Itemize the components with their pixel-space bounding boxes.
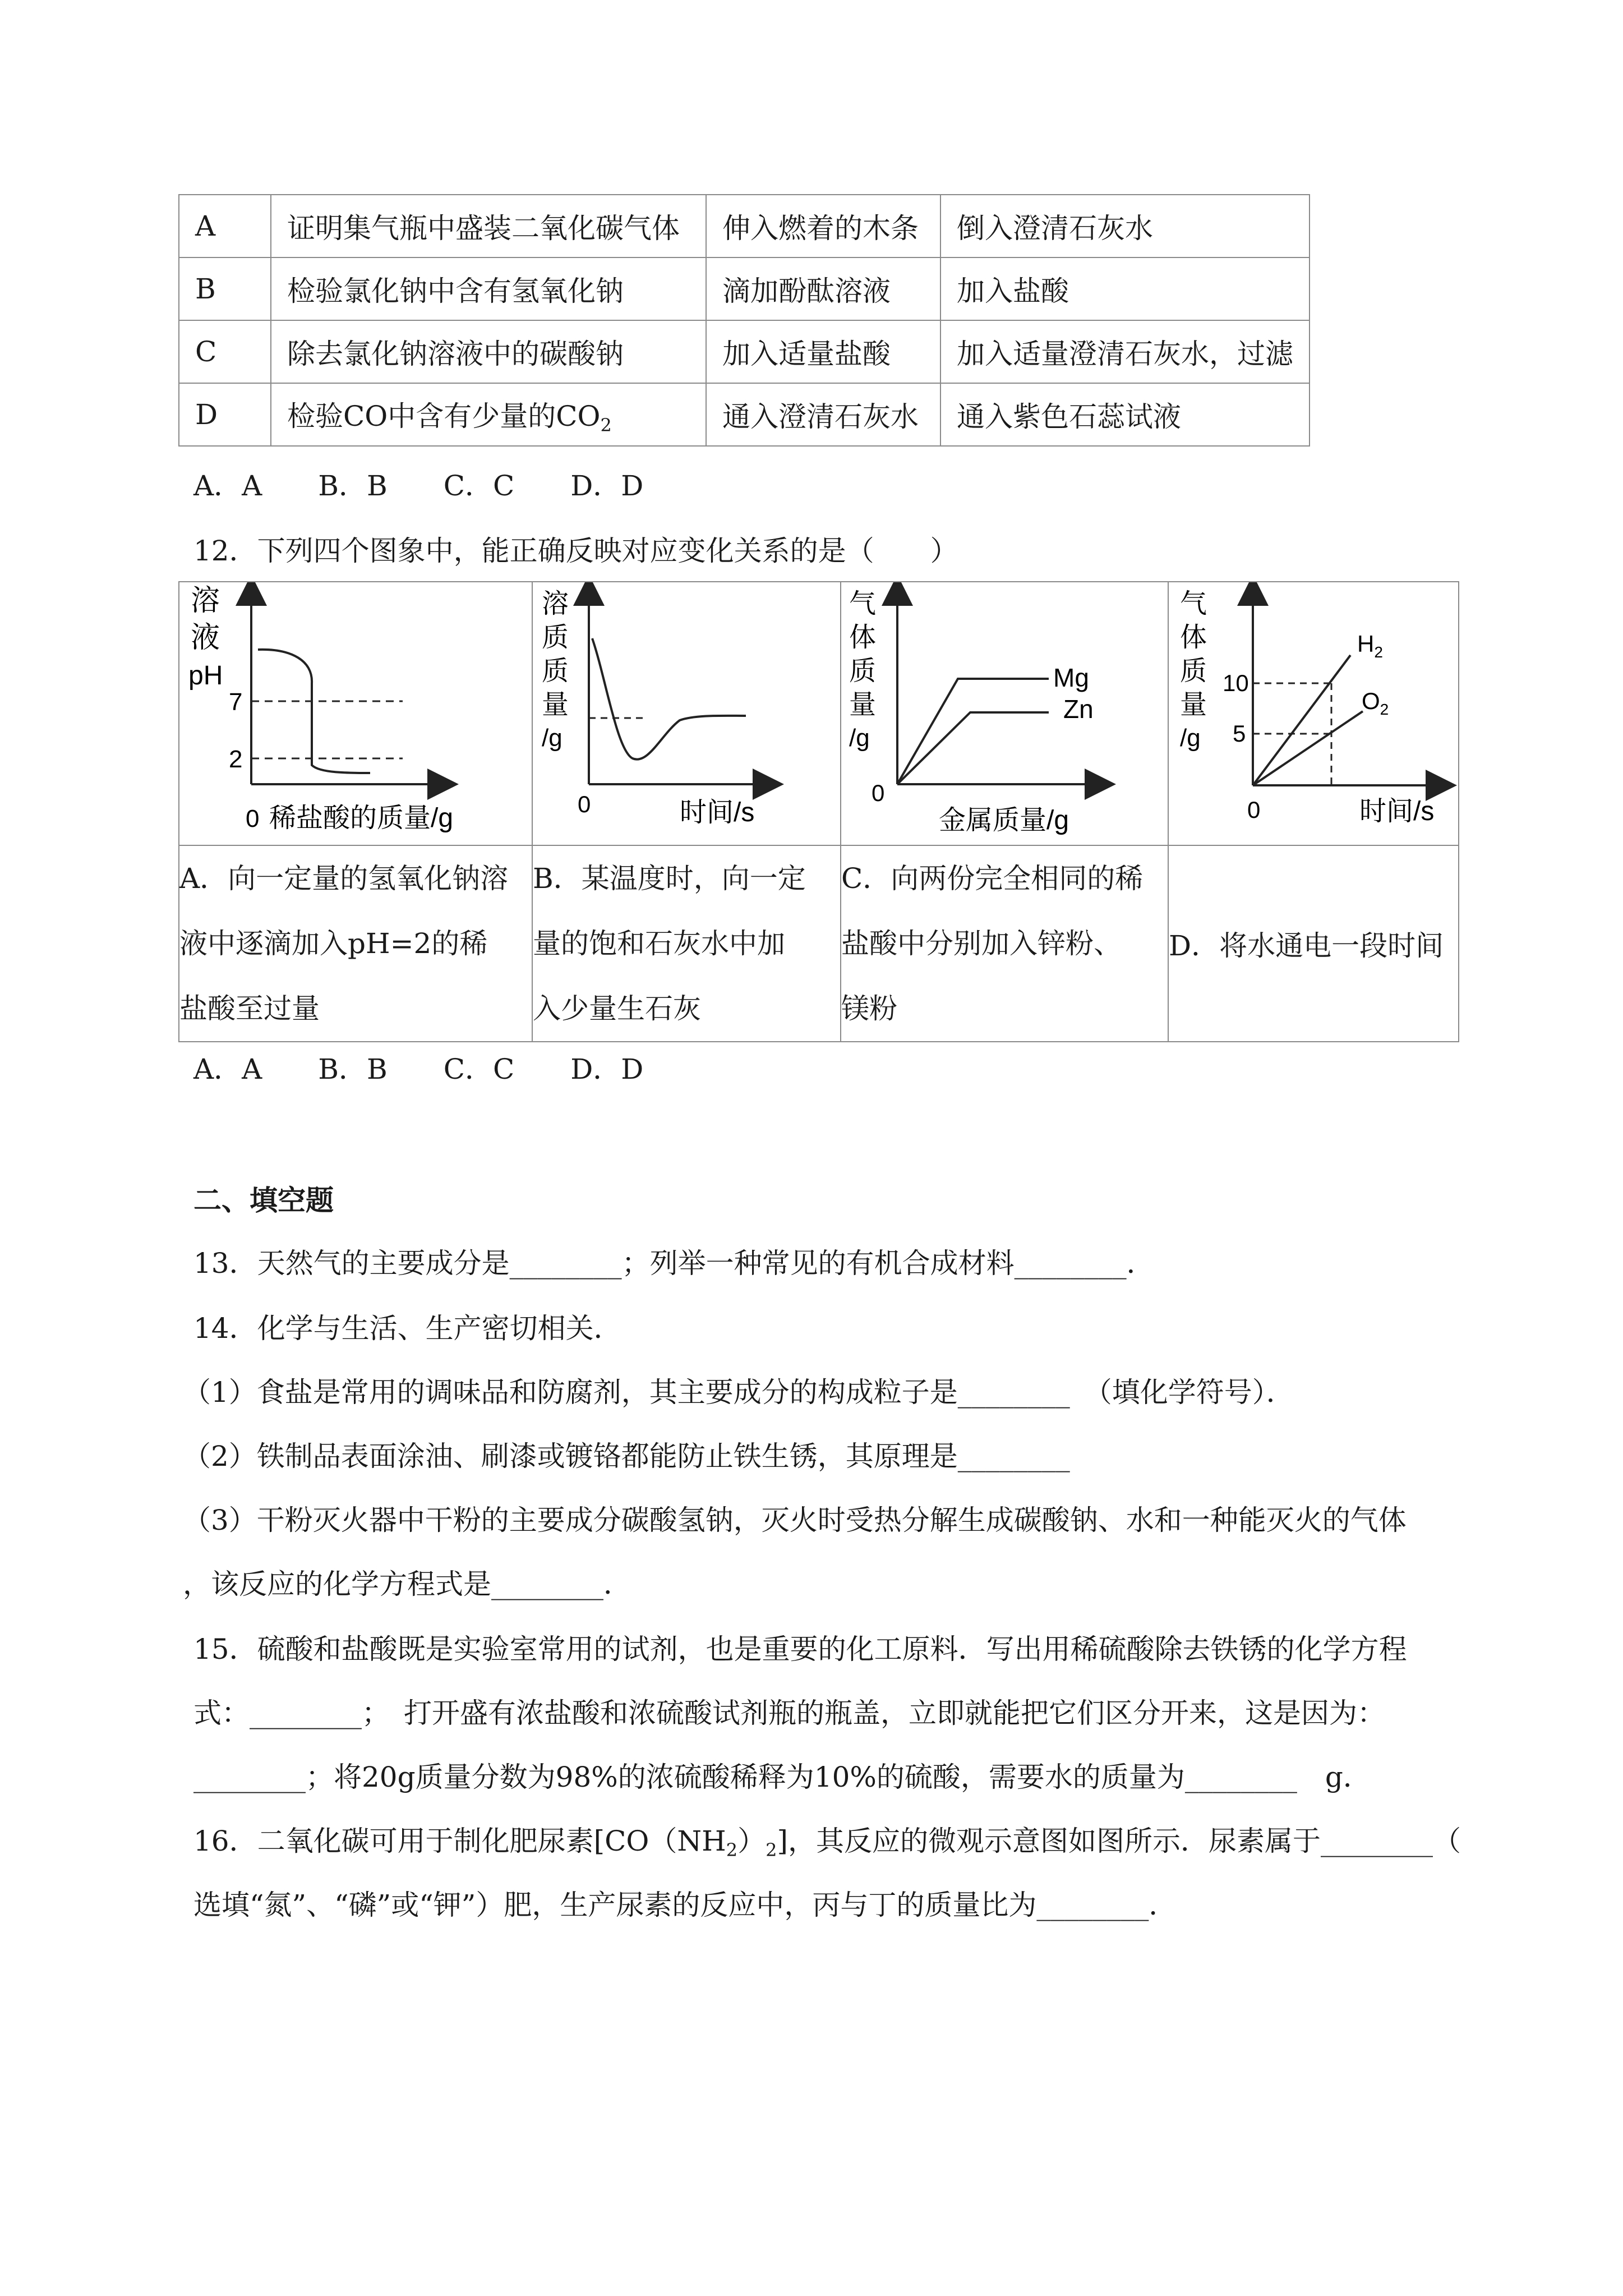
q13: 13．天然气的主要成分是________；列举一种常见的有机合成材料________． xyxy=(193,1247,1155,1280)
y-label-5: /g xyxy=(1180,724,1201,752)
q14-part3a: （3）干粉灭火器中干粉的主要成分碳酸氢钠，灭火时受热分解生成碳酸钠、水和一种能灭火的气体 xyxy=(183,1504,1407,1536)
tick-7: 7 xyxy=(229,688,243,716)
q12-stem: 12．下列四个图象中，能正确反映对应变化关系的是（ ） xyxy=(193,535,958,567)
q16-line2: 选填“氮”、“磷”或“钾”）肥，生产尿素的反应中，丙与丁的质量比为________． xyxy=(193,1889,1177,1921)
row-method1: 加入适量盐酸 xyxy=(706,320,940,383)
x-label: 时间/s xyxy=(680,798,755,827)
tick-10: 10 xyxy=(1223,670,1249,696)
purpose-text: 检验CO中含有少量的CO xyxy=(287,399,601,432)
row-purpose: 除去氯化钠溶液中的碳酸钠 xyxy=(271,320,706,383)
y-label-2: 液 xyxy=(191,622,220,654)
q15-line1: 15．硫酸和盐酸既是实验室常用的试剂，也是重要的化工原料．写出用稀硫酸除去铁锈的化学方程 xyxy=(193,1633,1407,1665)
q14-part1: （1）食盐是常用的调味品和防腐剂，其主要成分的构成粒子是________ （填化学符号）． xyxy=(183,1376,1294,1409)
q15-line2: 式：________； 打开盛有浓盐酸和浓硫酸试剂瓶的瓶盖，立即就能把它们区分开来，这是因为： xyxy=(193,1697,1385,1729)
x-label: 金属质量/g xyxy=(939,806,1069,835)
q12-options: A．A B．B C．C D．D xyxy=(193,1053,644,1085)
table-row xyxy=(179,195,1310,257)
y-label-2: 质 xyxy=(542,623,569,652)
y-label-1: 溶 xyxy=(542,589,569,619)
y-label-1: 气 xyxy=(849,589,877,619)
graph-a xyxy=(179,582,532,838)
row-method2: 加入盐酸 xyxy=(940,257,1310,320)
table-row xyxy=(179,257,1310,320)
caption-row xyxy=(179,845,1459,1042)
o2-label: $O_2$ xyxy=(1362,688,1389,718)
y-label-5: /g xyxy=(849,724,870,752)
row-purpose: 检验氯化钠中含有氢氧化钠 xyxy=(271,257,706,320)
q15-line3: ________；将20g质量分数为98%的浓硫酸稀释为10%的硫酸，需要水的质量为________ g． xyxy=(193,1761,1371,1793)
y-label-2: 体 xyxy=(1180,623,1207,652)
subscript: 2 xyxy=(726,1839,738,1861)
y-label-1: 溶 xyxy=(191,585,220,617)
graph-b-cell xyxy=(532,582,841,845)
y-label-4: 量 xyxy=(849,690,877,720)
section-heading: 二、填空题 xyxy=(193,1184,334,1217)
q11-options: A．A B．B C．C D．D xyxy=(193,470,644,502)
row-method1: 滴加酚酞溶液 xyxy=(706,257,940,320)
caption-a: A．向一定量的氢氧化钠溶 液中逐滴加入pH=2的稀 盐酸至过量 xyxy=(179,845,532,1042)
subscript: 2 xyxy=(766,1839,777,1861)
graph-table xyxy=(178,581,1459,1042)
graph-row xyxy=(179,582,1459,845)
row-method2: 倒入澄清石灰水 xyxy=(940,195,1310,257)
mass-curve xyxy=(592,638,746,760)
table-row xyxy=(179,383,1310,446)
y-label-3: 质 xyxy=(542,656,569,686)
tick-2: 2 xyxy=(229,746,243,773)
row-label: D xyxy=(179,383,271,446)
y-label-4: 量 xyxy=(542,690,569,720)
row-method2: 加入适量澄清石灰水，过滤 xyxy=(940,320,1310,383)
q14-part3b: ，该反应的化学方程式是________． xyxy=(183,1568,631,1600)
h2-line xyxy=(1253,655,1350,785)
row-label: A xyxy=(179,195,271,257)
y-label-2: 体 xyxy=(849,623,877,652)
q14-part2: （2）铁制品表面涂油、刷漆或镀铬都能防止铁生锈，其原理是________ xyxy=(183,1440,1070,1473)
row-purpose xyxy=(271,383,706,446)
origin-label: 0 xyxy=(246,805,260,832)
row-purpose: 证明集气瓶中盛装二氧化碳气体 xyxy=(271,195,706,257)
graph-b xyxy=(533,582,840,838)
experiment-table xyxy=(178,194,1310,447)
o2-line xyxy=(1253,711,1363,785)
row-label: C xyxy=(179,320,271,383)
q16-line1 xyxy=(193,1823,1461,1868)
y-label-3: 质 xyxy=(849,656,877,686)
graph-d xyxy=(1169,582,1458,838)
q16-text-c: ]，其反应的微观示意图如图所示．尿素属于________（ xyxy=(777,1825,1461,1857)
q16-text-a: 16．二氧化碳可用于制化肥尿素[CO（NH xyxy=(193,1825,726,1857)
ph-curve xyxy=(258,650,370,773)
graph-c-cell xyxy=(841,582,1168,845)
y-label-5: /g xyxy=(542,724,562,752)
caption-b: B．某温度时，向一定 量的饱和石灰水中加 入少量生石灰 xyxy=(532,845,841,1042)
origin-label: 0 xyxy=(578,791,591,817)
y-label-4: 量 xyxy=(1180,690,1207,720)
caption-d: D．将水通电一段时间 xyxy=(1168,845,1459,1042)
h2-label: $H_2$ xyxy=(1357,631,1383,661)
row-label: B xyxy=(179,257,271,320)
caption-c: C．向两份完全相同的稀 盐酸中分别加入锌粉、 镁粉 xyxy=(841,845,1168,1042)
origin-label: 0 xyxy=(872,780,885,806)
x-label: 时间/s xyxy=(1359,797,1435,826)
q14-stem: 14．化学与生活、生产密切相关． xyxy=(193,1312,622,1345)
x-label: 稀盐酸的质量/g xyxy=(269,803,454,833)
mg-line xyxy=(897,679,1049,784)
origin-label: 0 xyxy=(1247,797,1261,823)
zn-label: Zn xyxy=(1063,694,1094,724)
row-method1: 通入澄清石灰水 xyxy=(706,383,940,446)
graph-a-cell xyxy=(179,582,532,845)
table-row xyxy=(179,320,1310,383)
graph-c xyxy=(841,582,1168,838)
q16-text-b: ） xyxy=(737,1825,766,1857)
row-method1: 伸入燃着的木条 xyxy=(706,195,940,257)
zn-line xyxy=(897,712,1049,784)
graph-d-cell xyxy=(1168,582,1459,845)
y-label-3: 质 xyxy=(1180,656,1207,686)
tick-5: 5 xyxy=(1233,720,1246,747)
row-method2: 通入紫色石蕊试液 xyxy=(940,383,1310,446)
y-label-3: pH xyxy=(188,661,223,691)
subscript: 2 xyxy=(600,414,612,436)
mg-label: Mg xyxy=(1053,663,1089,692)
y-label-1: 气 xyxy=(1180,589,1207,619)
